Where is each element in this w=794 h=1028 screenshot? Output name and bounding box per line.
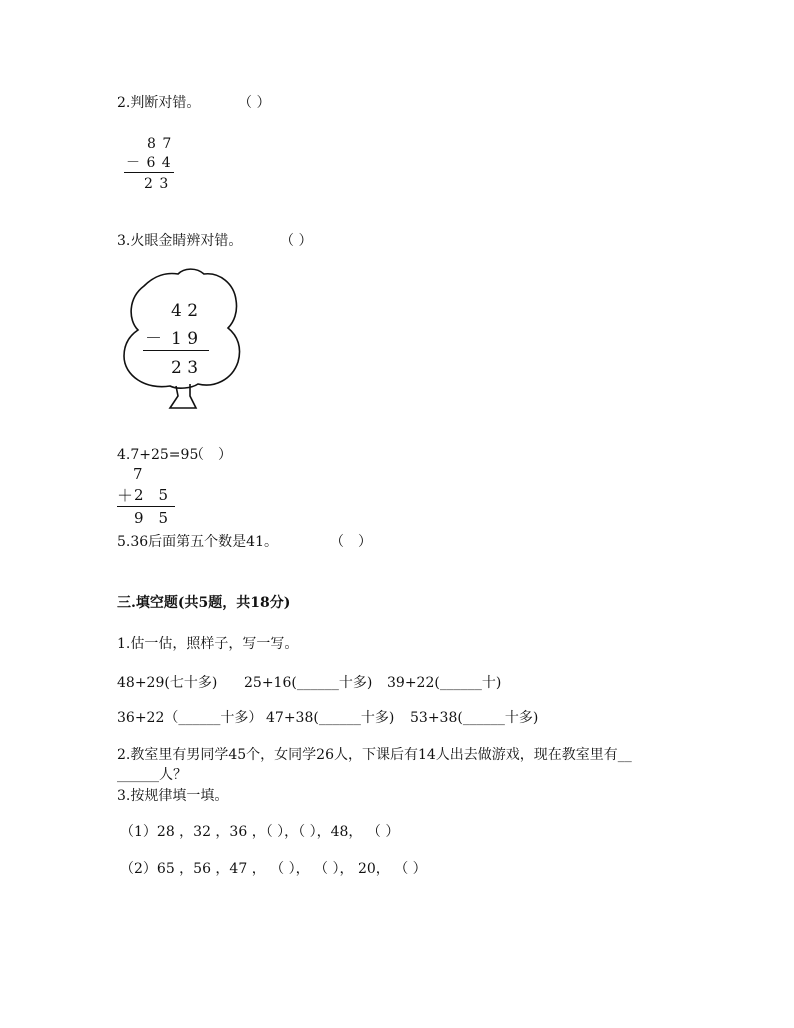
q3-row1: 4 2 [171, 301, 199, 321]
fill1-row2-item3[interactable]: 53+38(______十多) [410, 710, 539, 726]
q3-row2: 1 9 [171, 329, 199, 349]
q4-answer-paren[interactable]: （ ） [190, 447, 232, 463]
q3-row3: 2 3 [171, 358, 199, 378]
fill1-row1-item2[interactable]: 25+16(______十多) [244, 675, 373, 691]
fill3-sequence-1[interactable]: （1）28 ，32 ，36 ，（ ），（ ），48， （ ） [120, 824, 400, 840]
section3-title: 三.填空题(共5题，共18分) [117, 595, 291, 611]
q4-divider-line [117, 506, 175, 507]
fill2-line1: 2.教室里有男同学45个，女同学26人，下课后有14人出去做游戏，现在教室里有__ [117, 747, 632, 763]
fill1-row1-item3[interactable]: 39+22(______十) [387, 675, 502, 691]
q2-divider-line [124, 172, 174, 173]
q5-answer-paren[interactable]: （ ） [330, 534, 372, 550]
fill3-text: 3.按规律填一填。 [117, 788, 229, 804]
fill3-sequence-2[interactable]: （2）65 ，56 ，47 ， （ ）， （ ）， 20， （ ） [120, 861, 427, 877]
q4-text: 4.7+25=95 [117, 447, 199, 463]
q4-row2: 2 5 [134, 486, 169, 504]
q3-divider-line [143, 350, 209, 351]
q2-text: 2.判断对错。 [117, 95, 201, 111]
q2-result: 2 3 [144, 176, 170, 192]
q2-answer-paren[interactable]: （ ） [238, 95, 271, 111]
fill1-row2-item1[interactable]: 36+22（______十多） [117, 710, 263, 726]
fill1-row2-item2[interactable]: 47+38(______十多) [266, 710, 395, 726]
fill2-line2[interactable]: ______人？ [117, 767, 187, 783]
q3-minus: － [145, 329, 162, 349]
q3-text: 3.火眼金睛辨对错。 [117, 233, 243, 249]
q4-row1: 7 [133, 465, 143, 483]
q4-plus: ＋ [117, 486, 134, 505]
q2-subtrahend: － 6 4 [126, 155, 172, 171]
q3-answer-paren[interactable]: （ ） [280, 233, 313, 249]
q5-text: 5.36后面第五个数是41。 [117, 534, 278, 550]
fill1-row1-item1: 48+29(七十多) [117, 675, 218, 691]
q4-row3: 9 5 [134, 509, 169, 527]
fill1-text: 1.估一估，照样子，写一写。 [117, 636, 299, 652]
q2-top-number: 8 7 [147, 136, 173, 152]
